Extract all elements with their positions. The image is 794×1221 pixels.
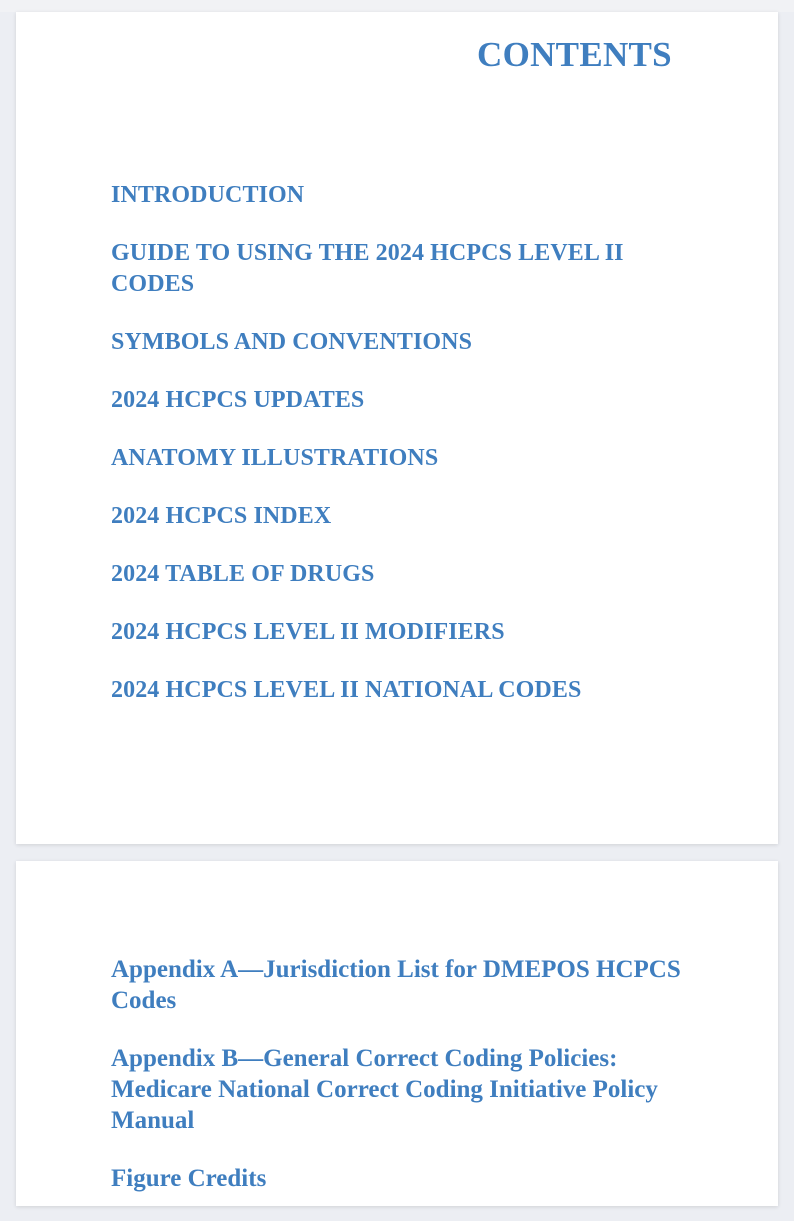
toc-link-hcpcs-updates[interactable]: 2024 HCPCS UPDATES	[111, 387, 365, 413]
toc-link-table-of-drugs[interactable]: 2024 TABLE OF DRUGS	[111, 561, 375, 587]
toc-link-modifiers[interactable]: 2024 HCPCS LEVEL II MODIFIERS	[111, 619, 505, 645]
toc-link-hcpcs-index[interactable]: 2024 HCPCS INDEX	[111, 503, 332, 529]
viewer-top-strip	[0, 0, 794, 12]
appendix-a-link[interactable]: Appendix A—Jurisdiction List for DMEPOS HCPCS Codes	[111, 956, 681, 1014]
toc-link-guide[interactable]: GUIDE TO USING THE 2024 HCPCS LEVEL II CODES	[111, 240, 624, 297]
toc-link-anatomy-illustrations[interactable]: ANATOMY ILLUSTRATIONS	[111, 445, 439, 471]
appendix-list	[111, 954, 711, 1221]
toc-link-symbols-conventions[interactable]: SYMBOLS AND CONVENTIONS	[111, 329, 473, 355]
toc-link-introduction[interactable]: INTRODUCTION	[111, 182, 305, 208]
contents-heading: CONTENTS	[477, 35, 672, 74]
toc-link-national-codes[interactable]: 2024 HCPCS LEVEL II NATIONAL CODES	[111, 677, 582, 703]
document-page-contents[interactable]	[16, 12, 778, 844]
appendix-b-link[interactable]: Appendix B—General Correct Coding Policies: Medicare National Correct Coding Initiative Policy Manual	[111, 1045, 658, 1134]
figure-credits-link[interactable]: Figure Credits	[111, 1165, 267, 1192]
document-page-appendices[interactable]	[16, 861, 778, 1206]
table-of-contents	[111, 180, 711, 733]
